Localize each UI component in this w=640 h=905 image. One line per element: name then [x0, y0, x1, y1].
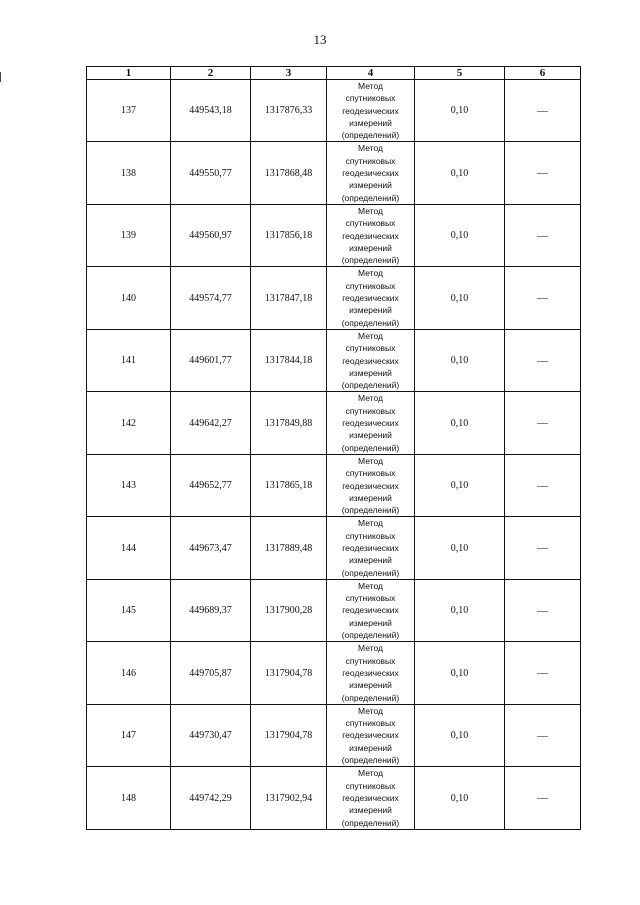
method-cell: Метод спутниковых геодезических измерений (определений): [327, 80, 415, 142]
note-cell: —: [505, 579, 581, 641]
point-number-cell: 140: [87, 267, 171, 329]
x-coordinate-cell: 449574,77: [171, 267, 251, 329]
table-row: [87, 579, 581, 641]
point-number-cell: 142: [87, 392, 171, 454]
table-row: [87, 204, 581, 266]
y-coordinate-cell: 1317889,48: [251, 517, 327, 579]
y-coordinate-cell: 1317876,33: [251, 80, 327, 142]
note-cell: —: [505, 267, 581, 329]
header-col-4: 4: [327, 67, 415, 80]
accuracy-cell: 0,10: [415, 80, 505, 142]
x-coordinate-cell: 449652,77: [171, 454, 251, 516]
accuracy-cell: 0,10: [415, 392, 505, 454]
note-cell: —: [505, 392, 581, 454]
accuracy-cell: 0,10: [415, 204, 505, 266]
table-row: [87, 642, 581, 704]
x-coordinate-cell: 449560,97: [171, 204, 251, 266]
accuracy-cell: 0,10: [415, 329, 505, 391]
scan-edge-mark: [0, 72, 1, 82]
table-row: [87, 392, 581, 454]
method-cell: Метод спутниковых геодезических измерений (определений): [327, 642, 415, 704]
y-coordinate-cell: 1317904,78: [251, 704, 327, 766]
y-coordinate-cell: 1317868,48: [251, 142, 327, 204]
accuracy-cell: 0,10: [415, 142, 505, 204]
method-cell: Метод спутниковых геодезических измерений (определений): [327, 767, 415, 829]
note-cell: —: [505, 767, 581, 829]
header-col-5: 5: [415, 67, 505, 80]
point-number-cell: 137: [87, 80, 171, 142]
method-cell: Метод спутниковых геодезических измерений (определений): [327, 142, 415, 204]
accuracy-cell: 0,10: [415, 517, 505, 579]
header-col-3: 3: [251, 67, 327, 80]
point-number-cell: 146: [87, 642, 171, 704]
note-cell: —: [505, 204, 581, 266]
accuracy-cell: 0,10: [415, 579, 505, 641]
x-coordinate-cell: 449689,37: [171, 579, 251, 641]
point-number-cell: 147: [87, 704, 171, 766]
x-coordinate-cell: 449705,87: [171, 642, 251, 704]
y-coordinate-cell: 1317849,88: [251, 392, 327, 454]
accuracy-cell: 0,10: [415, 704, 505, 766]
table-row: [87, 80, 581, 142]
method-cell: Метод спутниковых геодезических измерений (определений): [327, 454, 415, 516]
x-coordinate-cell: 449642,27: [171, 392, 251, 454]
header-col-2: 2: [171, 67, 251, 80]
x-coordinate-cell: 449543,18: [171, 80, 251, 142]
table-header-row: [87, 67, 581, 80]
note-cell: —: [505, 704, 581, 766]
table-row: [87, 267, 581, 329]
point-number-cell: 138: [87, 142, 171, 204]
point-number-cell: 145: [87, 579, 171, 641]
x-coordinate-cell: 449742,29: [171, 767, 251, 829]
method-cell: Метод спутниковых геодезических измерений (определений): [327, 329, 415, 391]
table-row: [87, 142, 581, 204]
note-cell: —: [505, 517, 581, 579]
header-col-1: 1: [87, 67, 171, 80]
table-row: [87, 329, 581, 391]
note-cell: —: [505, 642, 581, 704]
table-row: [87, 454, 581, 516]
page-number: 13: [313, 32, 327, 47]
y-coordinate-cell: 1317856,18: [251, 204, 327, 266]
point-number-cell: 139: [87, 204, 171, 266]
accuracy-cell: 0,10: [415, 454, 505, 516]
y-coordinate-cell: 1317865,18: [251, 454, 327, 516]
note-cell: —: [505, 454, 581, 516]
point-number-cell: 143: [87, 454, 171, 516]
accuracy-cell: 0,10: [415, 642, 505, 704]
note-cell: —: [505, 142, 581, 204]
method-cell: Метод спутниковых геодезических измерений (определений): [327, 392, 415, 454]
y-coordinate-cell: 1317900,28: [251, 579, 327, 641]
y-coordinate-cell: 1317847,18: [251, 267, 327, 329]
point-number-cell: 148: [87, 767, 171, 829]
y-coordinate-cell: 1317844,18: [251, 329, 327, 391]
table-row: [87, 704, 581, 766]
accuracy-cell: 0,10: [415, 767, 505, 829]
y-coordinate-cell: 1317904,78: [251, 642, 327, 704]
y-coordinate-cell: 1317902,94: [251, 767, 327, 829]
x-coordinate-cell: 449550,77: [171, 142, 251, 204]
table-row: [87, 767, 581, 829]
method-cell: Метод спутниковых геодезических измерений (определений): [327, 704, 415, 766]
accuracy-cell: 0,10: [415, 267, 505, 329]
x-coordinate-cell: 449673,47: [171, 517, 251, 579]
method-cell: Метод спутниковых геодезических измерений (определений): [327, 204, 415, 266]
header-col-6: 6: [505, 67, 581, 80]
method-cell: Метод спутниковых геодезических измерений (определений): [327, 267, 415, 329]
note-cell: —: [505, 329, 581, 391]
method-cell: Метод спутниковых геодезических измерений (определений): [327, 579, 415, 641]
x-coordinate-cell: 449730,47: [171, 704, 251, 766]
method-cell: Метод спутниковых геодезических измерений (определений): [327, 517, 415, 579]
note-cell: —: [505, 80, 581, 142]
coordinates-table: [86, 66, 581, 830]
point-number-cell: 141: [87, 329, 171, 391]
table-row: [87, 517, 581, 579]
x-coordinate-cell: 449601,77: [171, 329, 251, 391]
point-number-cell: 144: [87, 517, 171, 579]
